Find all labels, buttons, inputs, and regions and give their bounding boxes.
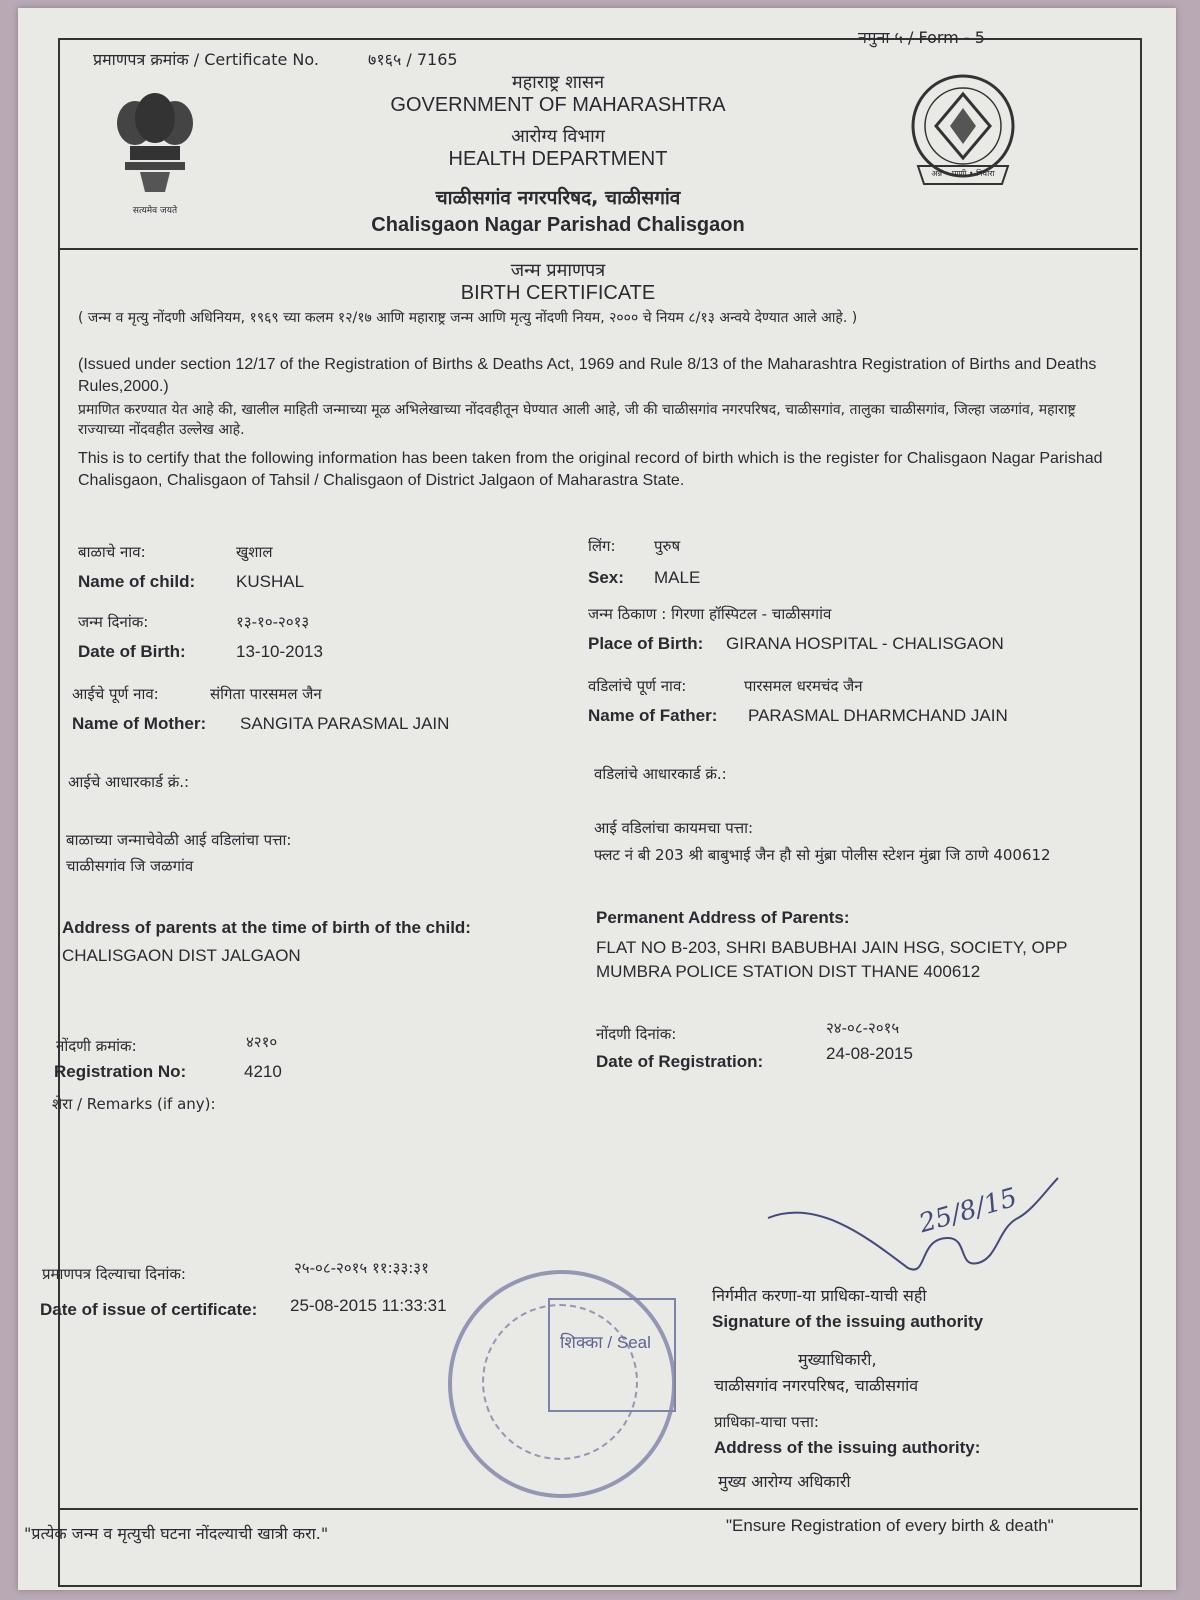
handwritten-date: 25/8/15 xyxy=(915,1182,1021,1240)
authority-address-value-marathi: मुख्य आरोग्य अधिकारी xyxy=(718,1472,851,1491)
birth-address-label-marathi: बाळाच्या जन्माचेवेळी आई वडिलांचा पत्ता: xyxy=(66,831,292,849)
registration-number-label-marathi: नोंदणी क्रमांक: xyxy=(56,1037,137,1055)
footer-divider xyxy=(58,1508,1138,1510)
authority-address-label: Address of the issuing authority: xyxy=(714,1438,981,1457)
registration-number-label: Registration No: xyxy=(54,1062,187,1081)
mother-name-label-marathi: आईचे पूर्ण नाव: xyxy=(72,685,159,703)
header-divider xyxy=(58,248,1138,250)
mother-name-value: SANGITA PARASMAL JAIN xyxy=(240,714,450,733)
birth-address-value: CHALISGAON DIST JALGAON xyxy=(62,946,301,965)
registration-date-label: Date of Registration: xyxy=(596,1052,764,1071)
officer-body-marathi: चाळीसगांव नगरपरिषद, चाळीसगांव xyxy=(714,1376,919,1395)
registration-number-value-marathi: ४२१० xyxy=(246,1033,278,1051)
father-aadhar-label: वडिलांचे आधारकार्ड क्रं.: xyxy=(594,765,727,783)
birth-certificate-title: BIRTH CERTIFICATE xyxy=(460,282,656,304)
sex-label-marathi: लिंग: xyxy=(588,537,616,555)
council-title: Chalisgaon Nagar Parishad Chalisgaon xyxy=(371,214,745,236)
signature-scribble xyxy=(758,1168,1078,1298)
permanent-address-label: Permanent Address of Parents: xyxy=(596,908,850,927)
mother-aadhar-label: आईचे आधारकार्ड क्रं.: xyxy=(68,773,190,791)
child-name-value: KUSHAL xyxy=(236,572,305,591)
remarks-label: शेरा / Remarks (if any): xyxy=(52,1095,216,1113)
signature-label: Signature of the issuing authority xyxy=(712,1312,984,1331)
issue-date-value: 25-08-2015 11:33:31 xyxy=(290,1296,447,1315)
pob-value: GIRANA HOSPITAL - CHALISGAON xyxy=(726,634,1004,653)
authority-address-label-marathi: प्राधिका-याचा पत्ता: xyxy=(714,1413,819,1431)
pob-marathi: जन्म ठिकाण : गिरणा हॉस्पिटल - चाळीसगांव xyxy=(588,605,832,623)
form-number: नमुना ५ / Form - 5 xyxy=(858,28,985,47)
certificate-page xyxy=(18,8,1176,1590)
pob-label: Place of Birth: xyxy=(588,634,704,653)
child-name-value-marathi: खुशाल xyxy=(236,543,273,561)
registration-date-label-marathi: नोंदणी दिनांक: xyxy=(596,1025,677,1043)
officer-title-marathi: मुख्याधिकारी, xyxy=(798,1350,877,1369)
child-name-label: Name of child: xyxy=(78,572,196,591)
seal-label: शिक्का / Seal xyxy=(560,1333,651,1352)
dob-value-marathi: १३-१०-२०१३ xyxy=(236,613,310,631)
permanent-address-label-marathi: आई वडिलांचा कायमचा पत्ता: xyxy=(594,819,754,837)
child-name-label-marathi: बाळाचे नाव: xyxy=(78,543,146,561)
father-name-value: PARASMAL DHARMCHAND JAIN xyxy=(748,706,1008,725)
footer-slogan-marathi: "प्रत्येक जन्म व मृत्युची घटना नोंदल्याची खात्री करा." xyxy=(24,1524,329,1543)
sex-value-marathi: पुरुष xyxy=(654,537,681,555)
birth-address-value-marathi: चाळीसगांव जि जळगांव xyxy=(66,857,194,875)
issue-date-label-marathi: प्रमाणपत्र दिल्याचा दिनांक: xyxy=(42,1265,186,1283)
footer-slogan: "Ensure Registration of every birth & death" xyxy=(726,1516,1054,1535)
certify-marathi: प्रमाणित करण्यात येत आहे की, खालील माहिती जन्माच्या मूळ अभिलेखाच्या नोंदवहीतून घेण्यात आली आहे, जी की चाळीसगांव नगरपरिषद, चाळीसगांव, तालुका चाळीसगांव, जिल्हा जळगांव, महाराष्ट्र राज्याच्या नोंदवहीत उल्लेख आहे. xyxy=(78,402,1076,438)
issued-under-marathi: ( जन्म व मृत्यु नोंदणी अधिनियम, १९६९ च्या कलम १२/१७ आणि महाराष्ट्र जन्म आणि मृत्यु नोंदणी नियम, २००० चे नियम ८/१३ अन्वये देण्यात आले आहे. ) xyxy=(78,310,858,326)
government-title-marathi: महाराष्ट्र शासन xyxy=(511,72,605,93)
sex-value: MALE xyxy=(654,568,701,587)
council-title-marathi: चाळीसगांव नगरपरिषद, चाळीसगांव xyxy=(435,187,681,209)
certificate-number-value: ७१६५ / 7165 xyxy=(368,50,458,69)
father-name-value-marathi: पारसमल धरमचंद जैन xyxy=(744,677,863,695)
dob-label: Date of Birth: xyxy=(78,642,186,661)
sex-label: Sex: xyxy=(588,568,624,587)
permanent-address-value-marathi: फ्लट नं बी 203 श्री बाबुभाई जैन हौ सो मुंब्रा पोलीस स्टेशन मुंब्रा जि ठाणे 400612 xyxy=(594,846,1051,864)
issue-date-label: Date of issue of certificate: xyxy=(40,1300,258,1319)
government-title: GOVERNMENT OF MAHARASHTRA xyxy=(390,94,726,116)
department-title-marathi: आरोग्य विभाग xyxy=(511,126,605,147)
seal-caption: अन्न • पाणी • निवारा xyxy=(931,169,995,178)
birth-address-label: Address of parents at the time of birth of the child: xyxy=(62,918,471,937)
department-title: HEALTH DEPARTMENT xyxy=(448,148,668,170)
signature-label-marathi: निर्गमीत करणा-या प्राधिका-याची सही xyxy=(712,1286,927,1305)
father-name-label: Name of Father: xyxy=(588,706,718,725)
seal-box xyxy=(548,1298,676,1412)
emblem-caption: सत्यमेव जयते xyxy=(132,206,178,216)
registration-date-value: 24-08-2015 xyxy=(826,1044,913,1063)
father-name-label-marathi: वडिलांचे पूर्ण नाव: xyxy=(588,677,687,695)
mother-name-label: Name of Mother: xyxy=(72,714,207,733)
dob-label-marathi: जन्म दिनांक: xyxy=(78,613,149,631)
registration-number-value: 4210 xyxy=(244,1062,282,1081)
issued-under-english: (Issued under section 12/17 of the Registration of Births & Deaths Act, 1969 and Rule 8/13 of the Maharashtra Registration of Births and Deaths Rules,2000.) xyxy=(78,356,1097,395)
birth-certificate-title-marathi: जन्म प्रमाणपत्र xyxy=(510,260,606,281)
certificate-number-label: प्रमाणपत्र क्रमांक / Certificate No. xyxy=(93,50,319,69)
registration-date-value-marathi: २४-०८-२०१५ xyxy=(826,1019,900,1037)
mother-name-value-marathi: संगिता पारसमल जैन xyxy=(210,685,322,703)
certify-english: This is to certify that the following information has been taken from the original record of birth which is the register for Chalisgaon Nagar Parishad Chalisgaon, Chalisgaon of Tahsil / Chalisgaon of District Jalgaon of Maharastra State. xyxy=(78,450,1103,489)
issue-date-value-marathi: २५-०८-२०१५ ११:३३:३१ xyxy=(294,1259,429,1277)
dob-value: 13-10-2013 xyxy=(236,642,323,661)
permanent-address-value: FLAT NO B-203, SHRI BABUBHAI JAIN HSG, SOCIETY, OPP MUMBRA POLICE STATION DIST THANE 400612 xyxy=(596,938,1068,981)
